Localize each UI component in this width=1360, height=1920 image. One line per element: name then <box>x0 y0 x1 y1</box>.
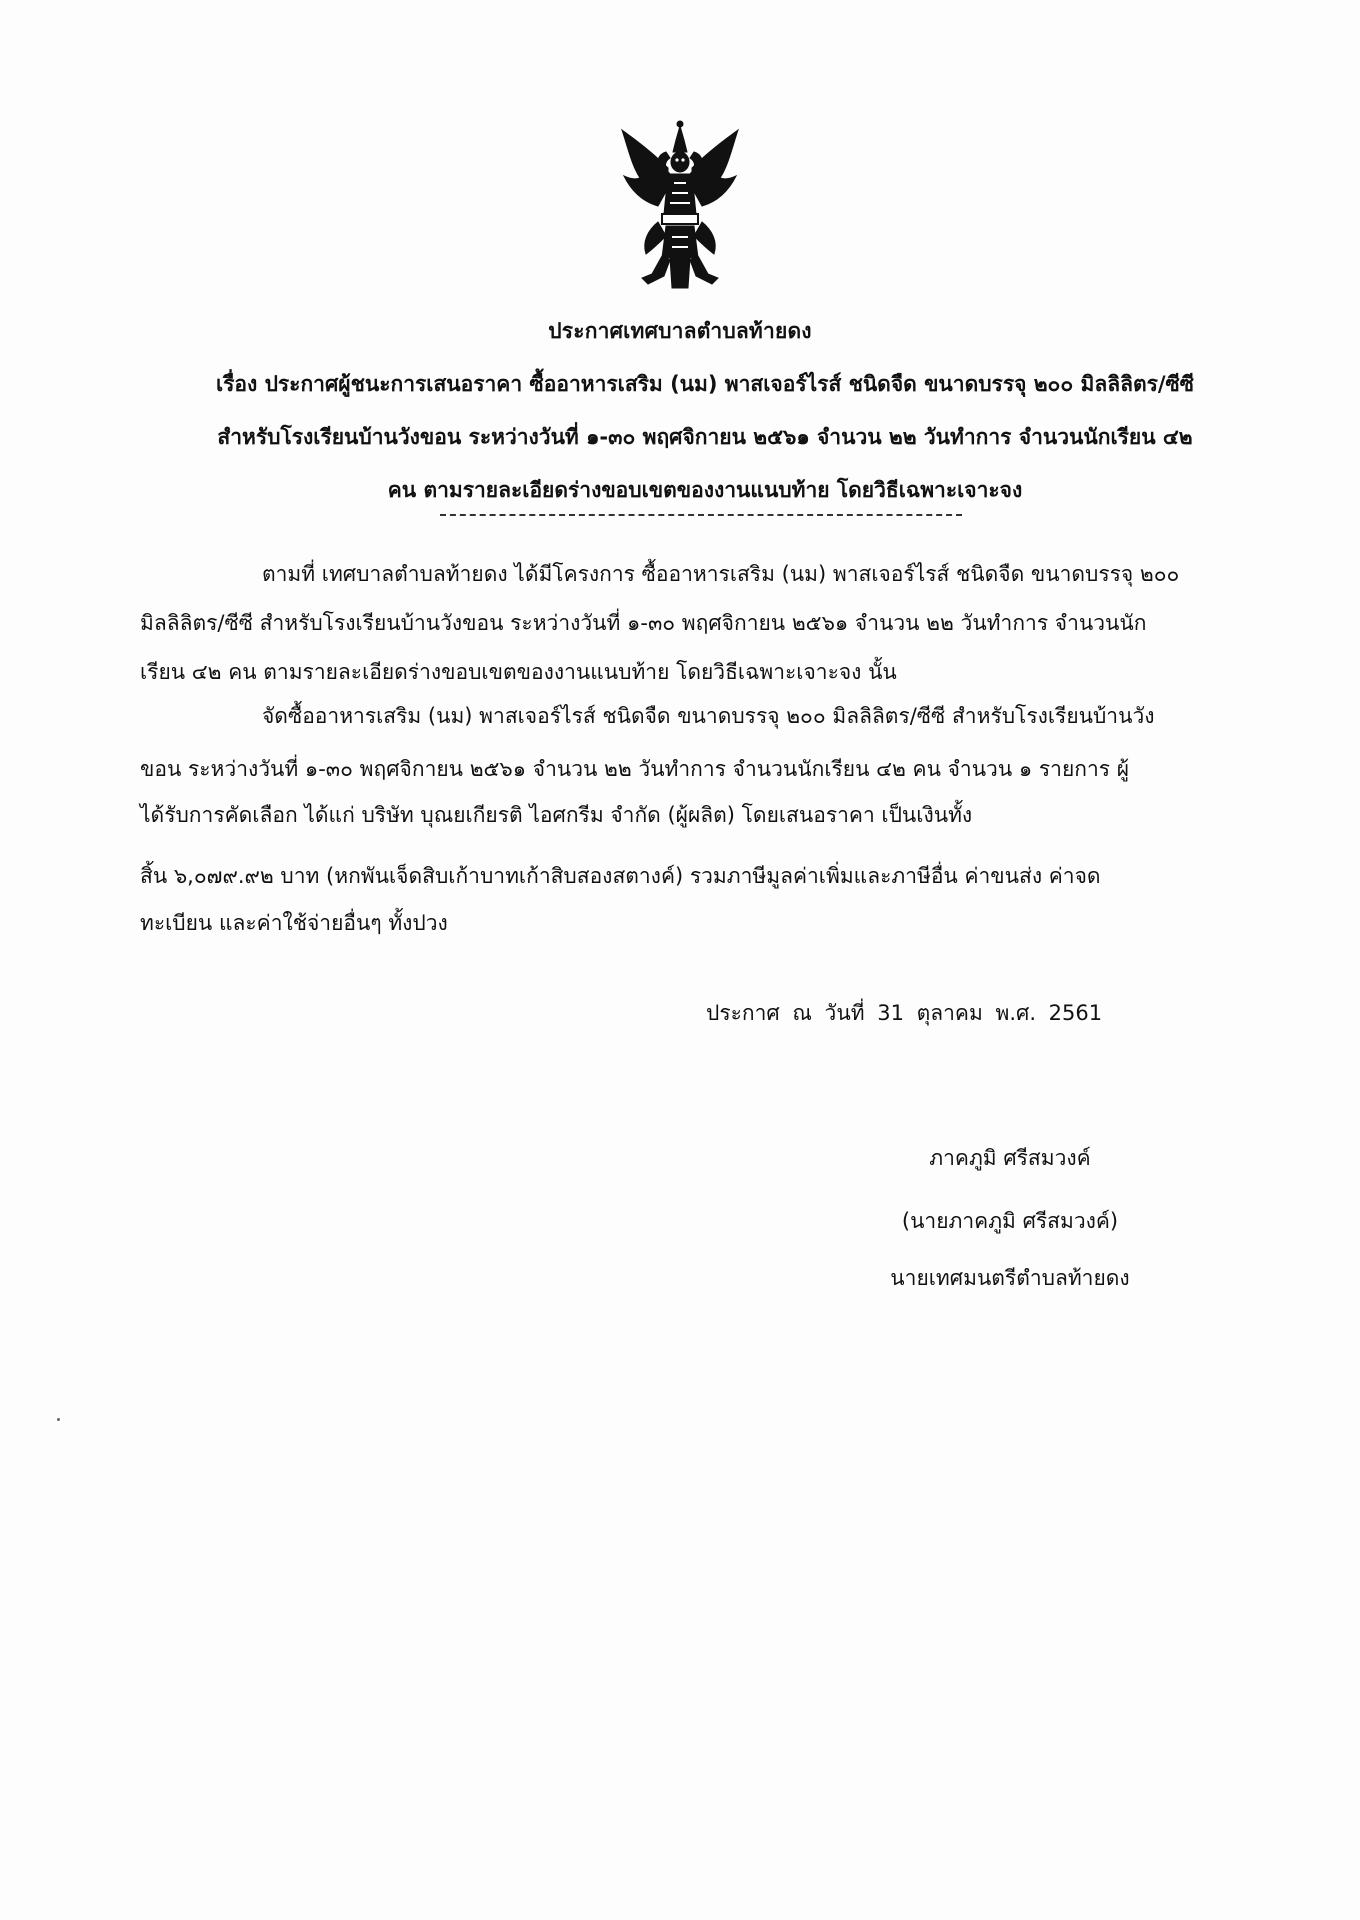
paragraph1-line: ตามที่ เทศบาลตำบลท้ายดง ได้มีโครงการ ซื้ออาหารเสริม (นม) พาสเจอร์ไรส์ ชนิดจืด ขนาดบรรจุ ๒๐๐ <box>262 562 1180 586</box>
signer-position: นายเทศมนตรีตำบลท้ายดง <box>890 1266 1130 1290</box>
subject-block <box>130 358 1280 517</box>
paragraph2-line: จัดซื้ออาหารเสริม (นม) พาสเจอร์ไรส์ ชนิดจืด ขนาดบรรจุ ๒๐๐ มิลลิลิตร/ซีซี สำหรับโรงเรียนบ้านวัง <box>262 704 1155 728</box>
scan-speck <box>57 1418 60 1421</box>
subject-line: เรื่อง ประกาศผู้ชนะการเสนอราคา ซื้ออาหารเสริม (นม) พาสเจอร์ไรส์ ชนิดจืด ขนาดบรรจุ ๒๐๐ มิลลิลิตร/ซีซี <box>215 372 1195 396</box>
paragraph1-line: เรียน ๔๒ คน ตามรายละเอียดร่างขอบเขตของงานแนบท้าย โดยวิธีเฉพาะเจาะจง นั้น <box>140 660 897 684</box>
paragraph2-line: ขอน ระหว่างวันที่ ๑-๓๐ พฤศจิกายน ๒๕๖๑ จำนวน ๒๒ วันทำการ จำนวนนักเรียน ๔๒ คน จำนวน ๑ รายการ ผู้ <box>140 757 1130 781</box>
paragraph2-line: ทะเบียน และค่าใช้จ่ายอื่นๆ ทั้งปวง <box>140 911 448 935</box>
paragraph2-line: ได้รับการคัดเลือก ได้แก่ บริษัท บุณยเกียรติ ไอศกรีม จำกัด (ผู้ผลิต) โดยเสนอราคา เป็นเงินทั้ง <box>140 803 973 827</box>
subject-line: สำหรับโรงเรียนบ้านวังขอน ระหว่างวันที่ ๑-๓๐ พฤศจิกายน ๒๕๖๑ จำนวน ๒๒ วันทำการ จำนวนนักเรียน ๔๒ <box>217 425 1193 449</box>
subject-line: คน ตามรายละเอียดร่างขอบเขตของงานแนบท้าย โดยวิธีเฉพาะเจาะจง <box>387 478 1023 502</box>
signer-full-name: (นายภาคภูมิ ศรีสมวงค์) <box>901 1209 1119 1233</box>
paragraph2-line: สิ้น ๖,๐๗๙.๙๒ บาท (หกพันเจ็ดสิบเก้าบาทเก้าสิบสองสตางค์) รวมภาษีมูลค่าเพิ่มและภาษีอื่น ค่าขนส่ง ค่าจด <box>140 864 1101 888</box>
paragraph1-line: มิลลิลิตร/ซีซี สำหรับโรงเรียนบ้านวังขอน ระหว่างวันที่ ๑-๓๐ พฤศจิกายน ๒๕๖๑ จำนวน ๒๒ วันทำการ จำนวนนัก <box>140 611 1147 635</box>
garuda-emblem-icon <box>618 118 742 293</box>
announcement-date: ประกาศ ณ วันที่ 31 ตุลาคม พ.ศ. 2561 <box>706 1001 1103 1025</box>
dashed-divider <box>440 514 962 516</box>
signature-name: ภาคภูมิ ศรีสมวงค์ <box>929 1146 1091 1170</box>
document-title: ประกาศเทศบาลตำบลท้ายดง <box>548 319 812 343</box>
